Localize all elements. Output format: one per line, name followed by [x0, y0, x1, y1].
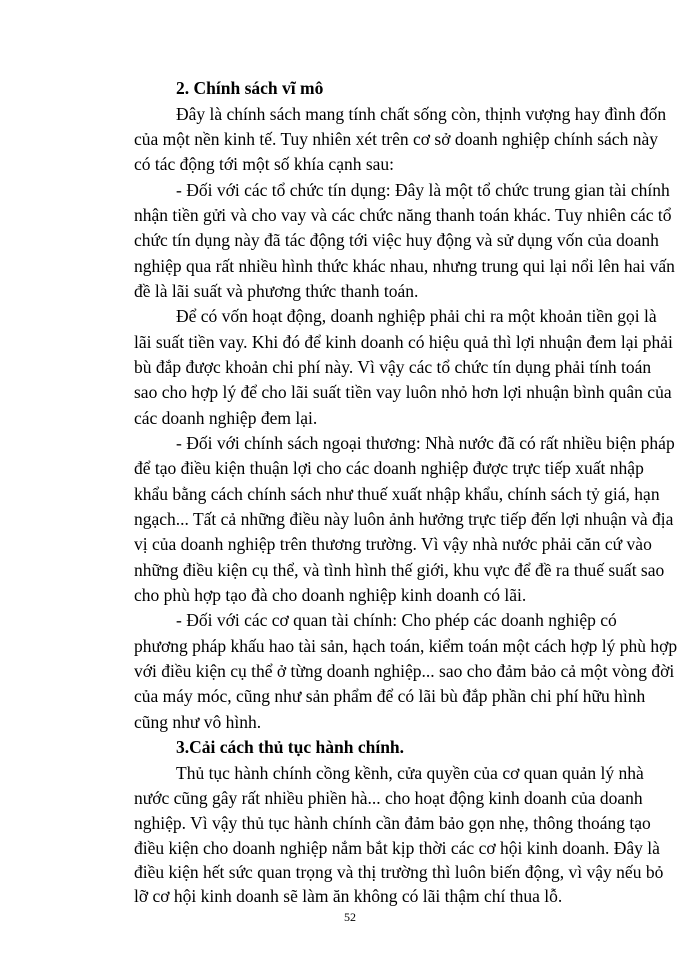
paragraph-line: cũng như vô hình. [134, 712, 262, 732]
paragraph-line: nước cũng gây rất nhiều phiền hà... cho hoạt động kinh doanh của doanh [134, 788, 643, 808]
paragraph-line: vị của doanh nghiệp trên thương trường. Vì vậy nhà nước phải căn cứ vào [134, 534, 652, 554]
paragraph-line: để tạo điều kiện thuận lợi cho các doanh nghiệp được trực tiếp xuất nhập [134, 458, 644, 478]
paragraph-line: cho phù hợp tạo đà cho doanh nghiệp kinh doanh có lãi. [134, 585, 527, 605]
paragraph-line: của máy móc, cũng như sản phẩm để có lãi bù đắp phần chi phí hữu hình [134, 686, 646, 706]
page-number: 52 [344, 910, 356, 924]
paragraph-line: - Đối với chính sách ngoại thương: Nhà nước đã có rất nhiều biện pháp [176, 433, 675, 453]
paragraph-line: những điều kiện cụ thể, và tình hình thế giới, khu vực để đề ra thuế suất sao [134, 560, 665, 580]
paragraph-line: sao cho hợp lý để cho lãi suất tiền vay luôn nhỏ hơn lợi nhuận bình quân của [134, 382, 672, 402]
paragraph-line: với điều kiện cụ thể ở từng doanh nghiệp... sao cho đảm bảo cả một vòng đời [134, 661, 675, 681]
paragraph-line: - Đối với các cơ quan tài chính: Cho phép các doanh nghiệp có [176, 610, 617, 630]
paragraph-line: nghiệp qua rất nhiều hình thức khác nhau, nhưng trung qui lại nổi lên hai vấn [134, 256, 675, 276]
paragraph-line: lỡ cơ hội kinh doanh sẽ làm ăn không có lãi thậm chí thua lỗ. [134, 886, 563, 906]
paragraph-line: nhận tiền gửi và cho vay và các chức năng thanh toán khác. Tuy nhiên các tổ [134, 205, 672, 225]
paragraph-line: Để có vốn hoạt động, doanh nghiệp phải chi ra một khoản tiền gọi là [176, 306, 657, 326]
paragraph-line: Đây là chính sách mang tính chất sống còn, thịnh vượng hay đình đốn [176, 104, 667, 124]
paragraph-line: điều kiện hết sức quan trọng và thị trường thì luôn biến động, vì vậy nếu bỏ [134, 862, 664, 882]
paragraph-line: chức tín dụng này đã tác động tới việc huy động và sử dụng vốn của doanh [134, 230, 659, 250]
paragraph-line: của một nền kinh tế. Tuy nhiên xét trên cơ sở doanh nghiệp chính sách này [134, 129, 658, 149]
paragraph-line: đề là lãi suất và phương thức thanh toán. [134, 281, 419, 301]
paragraph-line: phương pháp khấu hao tài sản, hạch toán, kiểm toán một cách hợp lý phù hợp [134, 636, 678, 656]
paragraph-line: các doanh nghiệp đem lại. [134, 408, 318, 428]
paragraph-line: có tác động tới một số khía cạnh sau: [134, 154, 395, 174]
paragraph-line: nghiệp. Vì vậy thủ tục hành chính cần đảm bảo gọn nhẹ, thông thoáng tạo [134, 813, 651, 833]
section-heading-macro-policy: 2. Chính sách vĩ mô [176, 78, 324, 98]
paragraph-line: lãi suất tiền vay. Khi đó để kinh doanh có hiệu quả thì lợi nhuận đem lại phải [134, 332, 673, 352]
paragraph-line: điều kiện cho doanh nghiệp nắm bắt kịp thời các cơ hội kinh doanh. Đây là [134, 838, 660, 858]
paragraph-line: Thủ tục hành chính cồng kềnh, cửa quyền của cơ quan quản lý nhà [176, 763, 644, 783]
paragraph-line: ngạch... Tất cả những điều này luôn ảnh hưởng trực tiếp đến lợi nhuận và địa [134, 509, 674, 529]
paragraph-line: khẩu bằng cách chính sách như thuế xuất nhập khẩu, chính sách tỷ giá, hạn [134, 484, 660, 504]
paragraph-line: - Đối với các tổ chức tín dụng: Đây là một tổ chức trung gian tài chính [176, 180, 670, 200]
paragraph-line: bù đắp được khoản chi phí này. Vì vậy các tổ chức tín dụng phải tính toán [134, 357, 652, 377]
section-heading-admin-reform: 3.Cải cách thủ tục hành chính. [176, 737, 405, 757]
